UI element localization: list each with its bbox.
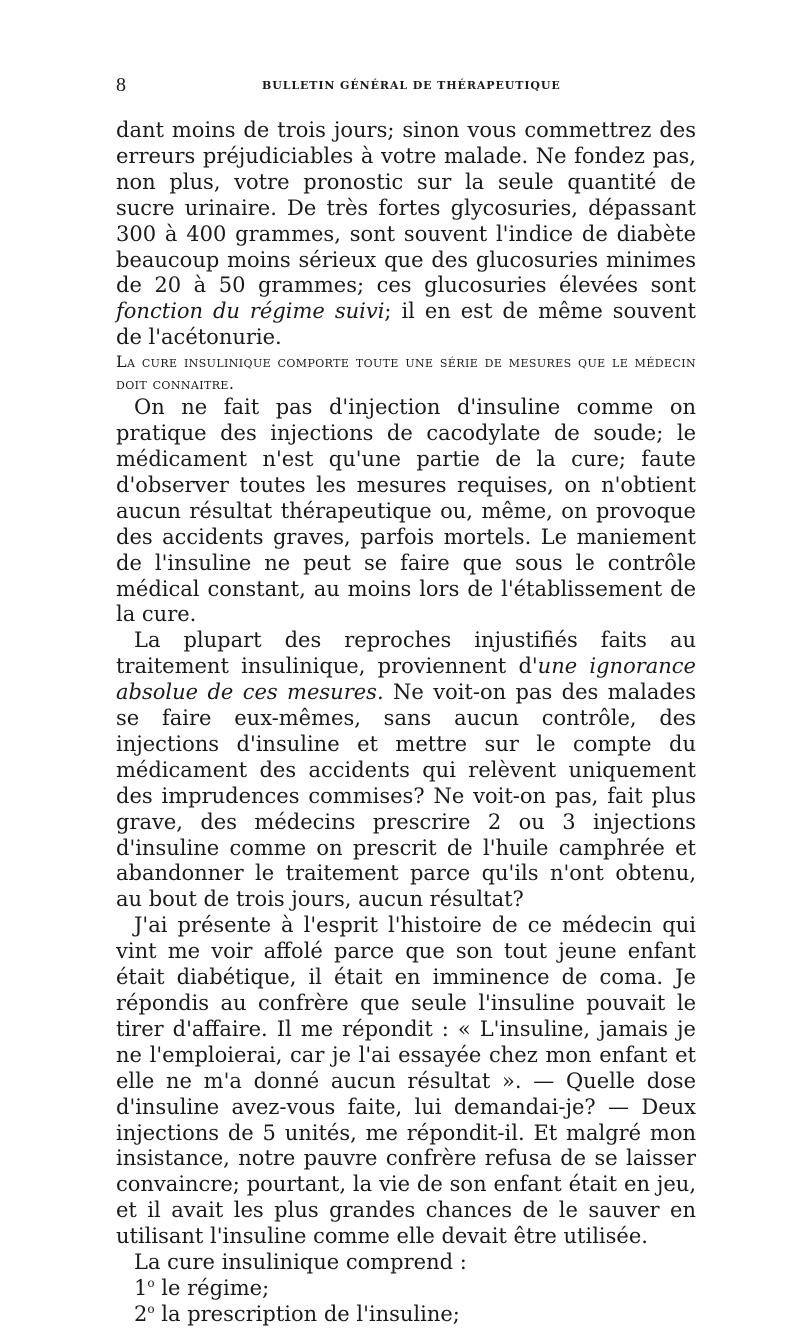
list-item-number: 1 [134, 1275, 148, 1300]
list-item-text: la prescription de l'insuline; [154, 1301, 460, 1326]
paragraph-3-start: La plupart des reproches injustifiés faits au traitement insulinique, proviennent d' [116, 628, 696, 679]
paragraph-3 [116, 628, 696, 913]
section-heading-text: La cure insulinique comporte toute une série de mesures que le médecin doit connaitre. [116, 352, 696, 394]
list-item-number: 2 [134, 1301, 148, 1326]
paragraph-4: J'ai présente à l'esprit l'histoire de ce médecin qui vint me voir affolé parce que son tout jeune enfant était diabétique, il était en imminence de coma. Je répondis au confrère que seule l'insuline pouvait le tirer d'affaire. Il me répondit : « L'insuline, jamais je ne l'emploierai, car je l'ai essayée chez mon enfant et elle ne m'a donné aucun résultat ». — Quelle dose d'insuline avez-vous faite, lui demandai-je? — Deux injections de 5 unités, me répondit-il. Et malgré mon insistance, notre pauvre confrère refusa de se laisser convaincre; pourtant, la vie de son enfant était en jeu, et il avait les plus grandes chances de le sauver en utilisant l'insuline comme elle devait être utilisée. [116, 913, 696, 1249]
paragraph-2: On ne fait pas d'injection d'insuline comme on pratique des injections de cacodylate de soude; le médicament n'est qu'une partie de la cure; faute d'observer toutes les mesures requises, on n'obtient aucun résultat thérapeutique ou, même, on provoque des accidents graves, parfois mortels. Le maniement de l'insuline ne peut se faire que sous le contrôle médical constant, au moins lors de l'établissement de la cure. [116, 395, 696, 627]
paragraph-5: La cure insulinique comprend : [134, 1250, 467, 1275]
paragraph-3-italic: une ignorance absolue de ces mesures. [116, 654, 696, 705]
page-body [116, 118, 696, 1328]
paragraph-1-text: dant moins de trois jours; sinon vous commettrez des erreurs préjudiciables à votre malade. Ne fondez pas, non plus, votre pronostic sur la seule quantité de sucre urinaire. De très fortes glycosuries, dépassant 300 à 400 grammes, sont souvent l'indice de diabète beaucoup moins sérieux que des glucosuries minimes de 20 à 50 grammes; ces glucosuries élevées sont [116, 118, 696, 298]
list-item-ordinal: o [147, 1275, 155, 1290]
paragraph-1 [116, 118, 696, 351]
paragraph-3-end: Ne voit-on pas des malades se faire eux-mêmes, sans aucun contrôle, des injections d'insuline et mettre sur le compte du médicament des accidents qui relèvent uniquement des imprudences commises? Ne voit-on pas, fait plus grave, des médecins prescrire 2 ou 3 injections d'insuline comme on prescrit de l'huile camphrée et abandonner le traitement parce qu'ils n'ont obtenu, au bout de trois jours, aucun résultat? [116, 680, 696, 912]
enumerated-list [116, 1276, 696, 1328]
list-item-text: le régime; [154, 1275, 270, 1300]
section-heading [116, 351, 696, 395]
running-title: BULLETIN GÉNÉRAL DE THÉRAPEUTIQUE [262, 79, 561, 92]
paragraph-1-end: ; il en est de même souvent de l'acétonurie. [116, 299, 696, 350]
list-item [134, 1302, 696, 1328]
paragraph-1-italic: fonction du régime suivi [116, 299, 385, 324]
page-header [116, 74, 696, 100]
list-item [134, 1276, 696, 1302]
page-number: 8 [116, 74, 126, 96]
list-item-ordinal: o [147, 1301, 155, 1316]
